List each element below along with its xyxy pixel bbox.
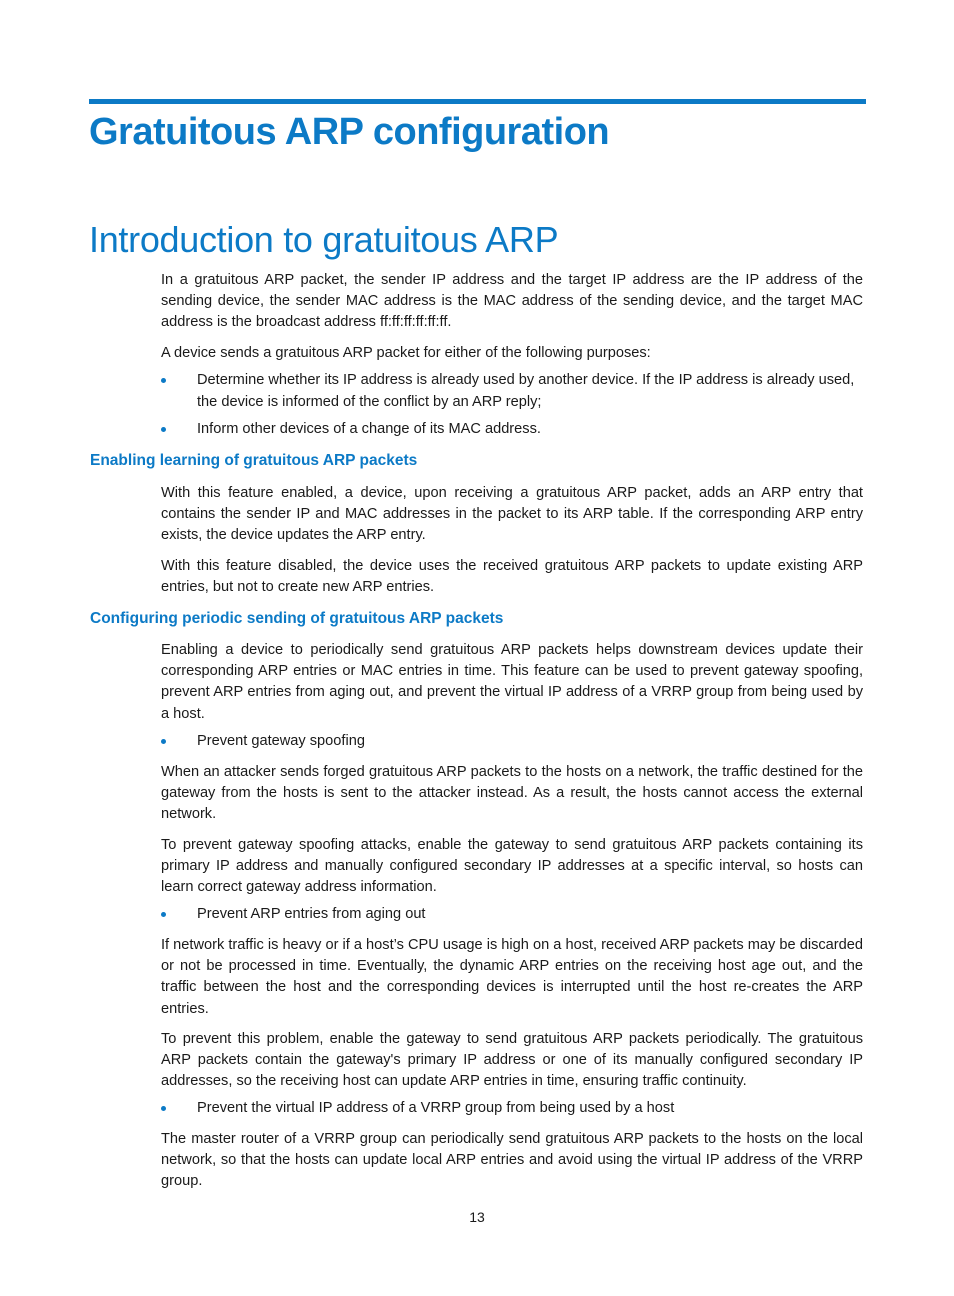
- periodic-paragraph-6: The master router of a VRRP group can periodically send gratuitous ARP packets to the hosts on the local network, so that the hosts can update local ARP entries and avoid using the virtual IP address of the VRRP group.: [161, 1131, 863, 1190]
- list-item-text: Determine whether its IP address is already used by another device. If the IP address is already used, the device is informed of the conflict by an ARP reply;: [197, 372, 855, 410]
- list-item-text: Prevent gateway spoofing: [197, 733, 365, 749]
- periodic-paragraph-2: When an attacker sends forged gratuitous ARP packets to the hosts on a network, the traffic destined for the gateway from the hosts is sent to the attacker instead. As a result, the hosts cannot access the external network.: [161, 764, 863, 823]
- learning-paragraph-1: With this feature enabled, a device, upon receiving a gratuitous ARP packet, adds an ARP entry that contains the sender IP and MAC addresses in the packet to its ARP table. If the corresponding ARP entry exists, the device updates the ARP entry.: [161, 485, 863, 544]
- periodic-subtitle: Configuring periodic sending of gratuitous ARP packets: [90, 610, 504, 627]
- section-title: Introduction to gratuitous ARP: [89, 219, 559, 260]
- bullet-icon: [161, 1106, 166, 1111]
- list-item: [161, 904, 868, 926]
- periodic-paragraph-5: To prevent this problem, enable the gateway to send gratuitous ARP packets periodically. The gratuitous ARP packets contain the gateway's primary IP address or one of its manually configured secondary IP addresses, so the receiving host can update ARP entries in time, ensuring traffic continuity.: [161, 1031, 863, 1090]
- learning-paragraph-2: With this feature disabled, the device uses the received gratuitous ARP packets to update existing ARP entries, but not to create new ARP entries.: [161, 558, 863, 596]
- periodic-paragraph-4: If network traffic is heavy or if a host’s CPU usage is high on a host, received ARP packets may be discarded or not be processed in time. Eventually, the dynamic ARP entries on the receiving host age out, and the traffic between the host and the corresponding devices is interrupted until the host re-creates the ARP entries.: [161, 937, 863, 1017]
- chapter-title: Gratuitous ARP configuration: [89, 111, 610, 153]
- periodic-paragraph-3: To prevent gateway spoofing attacks, enable the gateway to send gratuitous ARP packets containing its primary IP address and manually configured secondary IP addresses at a specific interval, so hosts can learn correct gateway address information.: [161, 837, 863, 896]
- learning-subtitle: Enabling learning of gratuitous ARP packets: [90, 452, 418, 469]
- list-item-text: Prevent ARP entries from aging out: [197, 906, 426, 922]
- chapter-top-rule: [89, 99, 866, 104]
- bullet-icon: [161, 427, 166, 432]
- list-item-text: Prevent the virtual IP address of a VRRP group from being used by a host: [197, 1100, 675, 1116]
- list-item: [161, 731, 868, 753]
- list-item: [161, 370, 868, 413]
- intro-paragraph-1: In a gratuitous ARP packet, the sender IP address and the target IP address are the IP address of the sending device, the sender MAC address is the MAC address of the sending device, and the target MAC address is the broadcast address ff:ff:ff:ff:ff:ff.: [161, 272, 863, 331]
- bullet-icon: [161, 378, 166, 383]
- bullet-icon: [161, 912, 166, 917]
- page-number: 13: [469, 1209, 485, 1225]
- intro-paragraph-2: A device sends a gratuitous ARP packet for either of the following purposes:: [161, 345, 651, 361]
- periodic-paragraph-1: Enabling a device to periodically send gratuitous ARP packets helps downstream devices update their corresponding ARP entries or MAC entries in time. This feature can be used to prevent gateway spoofing, prevent ARP entries from aging out, and prevent the virtual IP address of a VRRP group from being used by a host.: [161, 642, 863, 722]
- bullet-icon: [161, 739, 166, 744]
- list-item-text: Inform other devices of a change of its MAC address.: [197, 421, 541, 437]
- list-item: [161, 1098, 868, 1120]
- list-item: [161, 419, 868, 441]
